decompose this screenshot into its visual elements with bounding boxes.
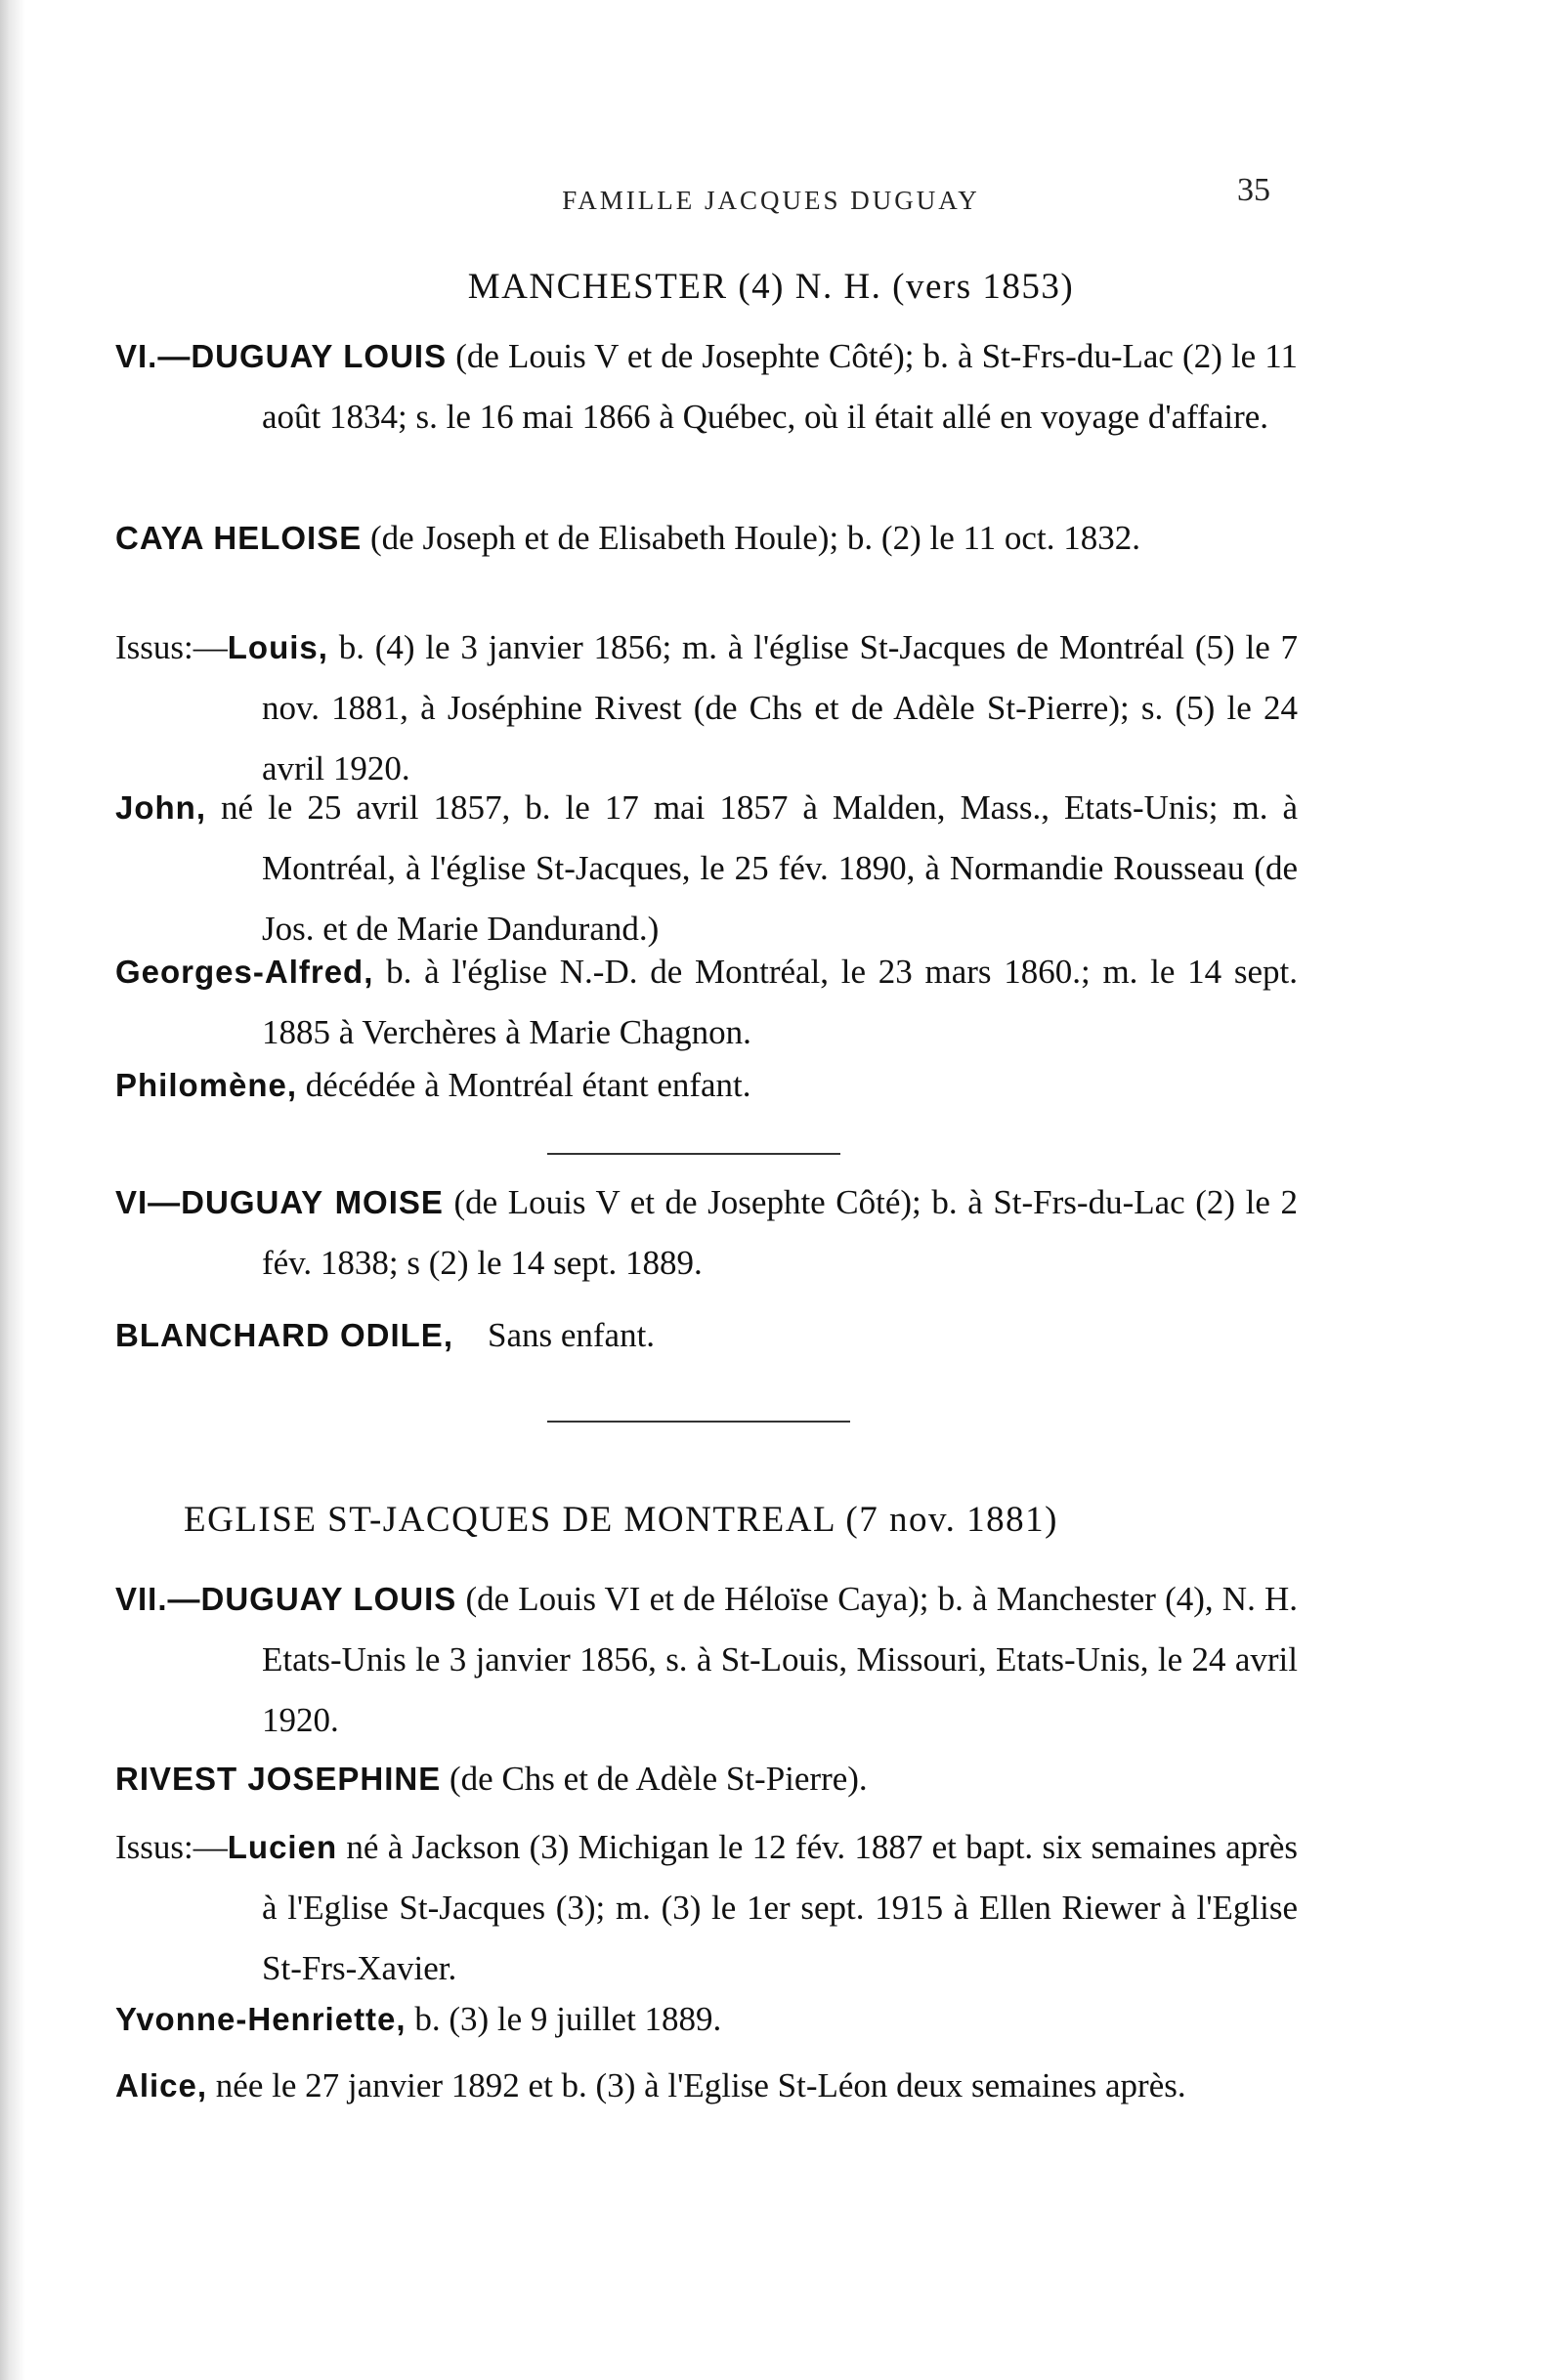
entry-name: Yvonne-Henriette,: [115, 2001, 407, 2037]
entry-name: VI.—DUGUAY LOUIS: [115, 338, 448, 374]
issue-label: Issus:—: [115, 1828, 228, 1866]
entry-text: (de Louis VI et de Héloïse Caya); b. à Manchester (4), N. H. Etats-Unis le 3 janvier 1856, s. à St-Louis, Missouri, Etats-Unis, le 24 avril 1920.: [262, 1580, 1298, 1739]
entry-yvonne-henriette: [115, 1989, 1298, 2050]
entry-caya-heloise: [115, 508, 1298, 569]
entry-text: (de Chs et de Adèle St-Pierre).: [441, 1760, 868, 1798]
entry-duguay-louis-vi: [115, 326, 1298, 447]
section-title-eglise-st-jacques: EGLISE ST-JACQUES DE MONTREAL (7 nov. 1881): [184, 1500, 1058, 1540]
entry-name: Philomène,: [115, 1067, 298, 1103]
section-divider: [547, 1421, 850, 1423]
entry-issus-lucien: [115, 1817, 1298, 1999]
section-divider: [547, 1153, 840, 1155]
entry-issus-louis: [115, 617, 1298, 799]
page-number: 35: [1237, 172, 1270, 208]
entry-name: Lucien: [227, 1829, 338, 1865]
entry-text: née le 27 janvier 1892 et b. (3) à l'Eglise St-Léon deux semaines après.: [207, 2066, 1186, 2104]
entry-duguay-moise: [115, 1172, 1298, 1294]
entry-text: né à Jackson (3) Michigan le 12 fév. 1887 et bapt. six semaines après à l'Eglise St-Jacques (3); m. (3) le 1er sept. 1915 à Ellen Riewer à l'Eglise St-Frs-Xavier.: [262, 1828, 1298, 1987]
entry-philomene: [115, 1055, 1298, 1116]
entry-name: RIVEST JOSEPHINE: [115, 1761, 442, 1797]
entry-text: Sans enfant.: [452, 1316, 656, 1354]
entry-name: BLANCHARD ODILE,: [115, 1317, 453, 1353]
entry-text: b. (3) le 9 juillet 1889.: [406, 2000, 722, 2038]
entry-text: décédée à Montréal étant enfant.: [297, 1066, 751, 1104]
entry-john: [115, 778, 1298, 959]
entry-alice: [115, 2056, 1298, 2116]
entry-text: né le 25 avril 1857, b. le 17 mai 1857 à Malden, Mass., Etats-Unis; m. à Montréal, à l'église St-Jacques, le 25 fév. 1890, à Normandie Rousseau (de Jos. et de Marie Dandurand.): [206, 788, 1298, 948]
entry-blanchard-odile: [115, 1305, 1298, 1366]
entry-text: (de Joseph et de Elisabeth Houle); b. (2) le 11 oct. 1832.: [362, 519, 1140, 557]
running-head: FAMILLE JACQUES DUGUAY: [562, 186, 980, 215]
section-title-manchester: MANCHESTER (4) N. H. (vers 1853): [467, 267, 1075, 307]
scanned-page-edge: [0, 0, 25, 2380]
entry-rivest-josephine: [115, 1749, 1298, 1809]
entry-text: b. (4) le 3 janvier 1856; m. à l'église St-Jacques de Montréal (5) le 7 nov. 1881, à Joséphine Rivest (de Chs et de Adèle St-Pierre); s. (5) le 24 avril 1920.: [262, 628, 1298, 787]
entry-duguay-louis-vii: [115, 1569, 1298, 1751]
entry-name: VI—DUGUAY MOISE: [115, 1184, 444, 1220]
entry-name: CAYA HELOISE: [115, 520, 363, 556]
issue-label: Issus:—: [115, 628, 228, 666]
entry-name: VII.—DUGUAY LOUIS: [115, 1581, 457, 1617]
entry-text: (de Louis V et de Josephte Côté); b. à St-Frs-du-Lac (2) le 11 août 1834; s. le 16 mai 1866 à Québec, où il était allé en voyage d'affaire.: [262, 337, 1299, 436]
entry-name: Alice,: [115, 2067, 208, 2104]
entry-text: (de Louis V et de Josephte Côté); b. à St-Frs-du-Lac (2) le 2 fév. 1838; s (2) le 14 sept. 1889.: [262, 1183, 1299, 1282]
entry-name: Georges-Alfred,: [115, 954, 374, 990]
entry-georges-alfred: [115, 942, 1298, 1063]
entry-name: John,: [115, 789, 206, 826]
entry-name: Louis,: [227, 629, 328, 665]
entry-text: b. à l'église N.-D. de Montréal, le 23 mars 1860.; m. le 14 sept. 1885 à Verchères à Marie Chagnon.: [262, 953, 1298, 1051]
